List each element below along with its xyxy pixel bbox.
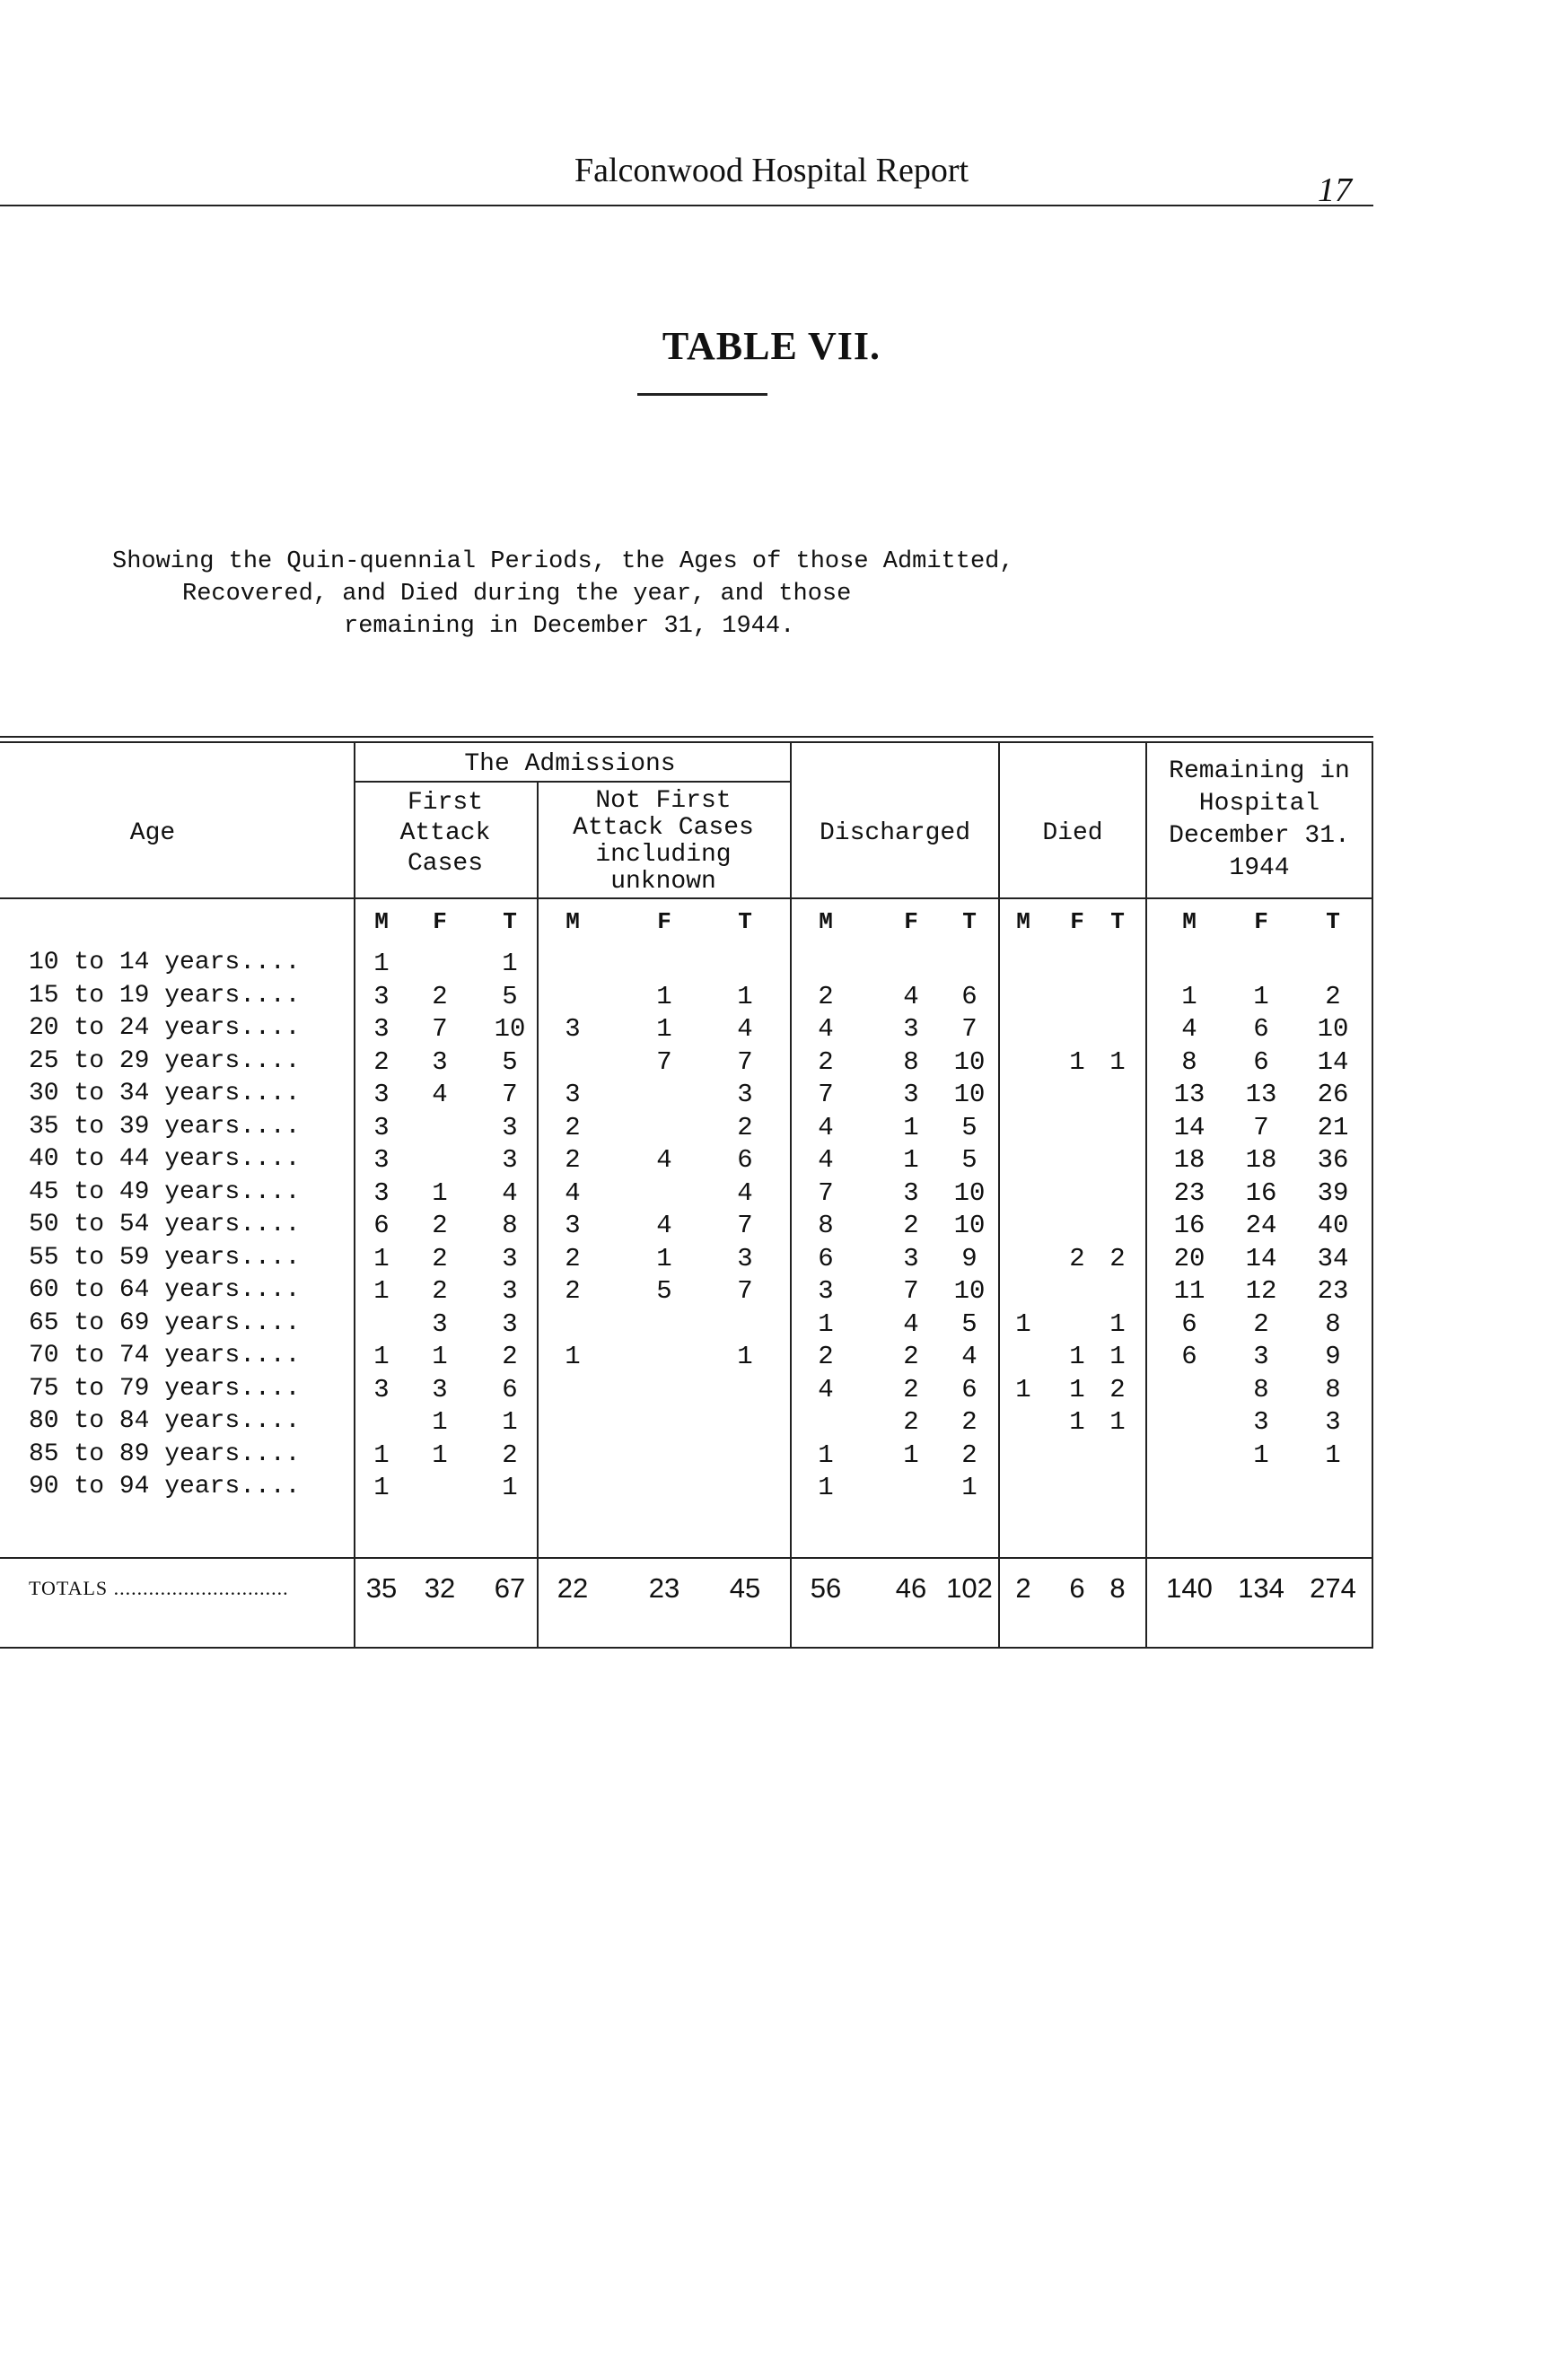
table-cell: 10 (953, 1276, 986, 1306)
table-cell: 1 (502, 1407, 518, 1437)
table-cell: 3 (373, 1014, 390, 1044)
subheader-4: F (657, 908, 671, 935)
table-cell: 2 (373, 1046, 390, 1077)
table-cell: 1 (1109, 1407, 1126, 1437)
table-top-rule (0, 736, 1373, 738)
table-cell: 1 (1015, 1308, 1031, 1339)
table-top-rule-2 (0, 741, 1373, 743)
table-cell: 1 (373, 1439, 390, 1470)
table-cell: 2 (565, 1243, 581, 1273)
table-cell: 24 (1245, 1211, 1277, 1240)
table-cell: 3 (373, 981, 390, 1011)
died-header: Died (1042, 819, 1103, 847)
subheader-2: T (503, 908, 517, 935)
table-cell: 10 (953, 1080, 986, 1109)
table-cell: 2 (1253, 1308, 1269, 1339)
total-cell: 45 (729, 1572, 761, 1604)
table-cell: 2 (961, 1439, 978, 1470)
table-cell: 2 (432, 1243, 448, 1273)
table-cell: 1 (961, 1473, 978, 1502)
table-cell: 7 (903, 1276, 919, 1306)
age-label: 90 to 94 years.... (29, 1473, 301, 1501)
age-label: 20 to 24 years.... (29, 1014, 301, 1042)
total-cell: 46 (895, 1572, 927, 1604)
table-cell: 1 (737, 1342, 753, 1371)
table-cell: 8 (1253, 1374, 1269, 1404)
table-cell: 8 (1325, 1308, 1341, 1339)
table-cell: 3 (903, 1080, 919, 1109)
table-cell: 23 (1173, 1177, 1205, 1208)
age-label: 60 to 64 years.... (29, 1276, 301, 1304)
table-cell: 1 (1109, 1046, 1126, 1077)
table-cell: 6 (1253, 1046, 1269, 1077)
table-cell: 1 (502, 949, 518, 978)
table-cell: 23 (1317, 1276, 1349, 1306)
age-label: 15 to 19 years.... (29, 981, 301, 1010)
table-cell: 10 (1317, 1014, 1349, 1044)
table-cell: 1 (373, 1473, 390, 1502)
total-cell: 56 (810, 1572, 842, 1604)
age-label: 25 to 29 years.... (29, 1046, 301, 1075)
table-cell: 2 (565, 1112, 581, 1142)
table-cell: 4 (502, 1177, 518, 1208)
totals-bottom-rule (0, 1647, 1373, 1649)
table-cell: 3 (432, 1308, 448, 1339)
table-cell: 2 (961, 1407, 978, 1437)
table-cell: 2 (432, 1276, 448, 1306)
table-cell: 14 (1317, 1046, 1349, 1077)
admissions-header: The Admissions (464, 750, 676, 778)
table-cell: 1 (1181, 981, 1197, 1011)
age-label: 50 to 54 years.... (29, 1211, 301, 1238)
table-cell: 1 (656, 981, 672, 1011)
table-cell: 1 (373, 1342, 390, 1371)
age-label: 30 to 34 years.... (29, 1080, 301, 1107)
table-cell: 7 (818, 1080, 834, 1109)
table-cell: 6 (1181, 1342, 1197, 1371)
table-cell: 34 (1317, 1243, 1349, 1273)
age-label: 65 to 69 years.... (29, 1308, 301, 1337)
table-cell: 9 (961, 1243, 978, 1273)
table-cell: 6 (818, 1243, 834, 1273)
table-cell: 6 (737, 1145, 753, 1175)
table-cell: 2 (818, 1342, 834, 1371)
table-cell: 8 (1325, 1374, 1341, 1404)
table-cell: 6 (502, 1374, 518, 1404)
subheader-13: F (1254, 908, 1268, 935)
table-cell: 40 (1317, 1211, 1349, 1240)
page-header-title: Falconwood Hospital Report (574, 152, 969, 189)
table-cell: 4 (737, 1177, 753, 1208)
table-cell: 2 (432, 981, 448, 1011)
table-cell: 21 (1317, 1112, 1349, 1142)
table-cell: 4 (656, 1211, 672, 1240)
subheader-14: T (1326, 908, 1340, 935)
table-cell: 1 (373, 949, 390, 978)
first-attack-header: First Attack Cases (399, 789, 491, 878)
table-cell: 4 (818, 1145, 834, 1175)
discharged-header: Discharged (819, 819, 971, 847)
table-cell: 5 (502, 981, 518, 1011)
total-cell: 134 (1238, 1572, 1284, 1604)
table-cell: 5 (656, 1276, 672, 1306)
totals-label: TOTALS .............................. (29, 1577, 289, 1599)
table-cell: 2 (903, 1407, 919, 1437)
total-cell: 22 (557, 1572, 589, 1604)
table-cell: 3 (373, 1177, 390, 1208)
table-cell: 8 (818, 1211, 834, 1240)
table-title: TABLE VII. (662, 324, 881, 368)
table-cell: 1 (656, 1014, 672, 1044)
table-cell: 3 (737, 1243, 753, 1273)
table-cell: 1 (1069, 1374, 1085, 1404)
table-cell: 12 (1245, 1276, 1277, 1306)
table-cell: 1 (818, 1473, 834, 1502)
table-cell: 7 (818, 1177, 834, 1208)
total-cell: 274 (1310, 1572, 1356, 1604)
table-cell: 5 (961, 1145, 978, 1175)
table-cell: 2 (818, 981, 834, 1011)
table-cell: 1 (1109, 1308, 1126, 1339)
table-cell: 3 (903, 1243, 919, 1273)
table-cell: 1 (373, 1243, 390, 1273)
table-cell: 8 (903, 1046, 919, 1077)
table-cell: 1 (1253, 1439, 1269, 1470)
table-cell: 1 (432, 1439, 448, 1470)
table-cell: 18 (1245, 1145, 1277, 1175)
table-cell: 4 (903, 981, 919, 1011)
total-cell: 35 (365, 1572, 398, 1604)
table-cell: 3 (373, 1145, 390, 1175)
table-cell: 3 (903, 1014, 919, 1044)
table-cell: 1 (432, 1177, 448, 1208)
table-cell: 6 (961, 981, 978, 1011)
table-cell: 13 (1173, 1080, 1205, 1109)
table-cell: 1 (903, 1439, 919, 1470)
total-cell: 67 (494, 1572, 526, 1604)
table-cell: 2 (432, 1211, 448, 1240)
table-cell: 5 (502, 1046, 518, 1077)
table-cell: 6 (961, 1374, 978, 1404)
admissions-divider (354, 781, 790, 783)
age-label: 80 to 84 years.... (29, 1407, 301, 1435)
table-cell: 1 (903, 1145, 919, 1175)
table-cell: 10 (494, 1014, 526, 1044)
age-label: 45 to 49 years.... (29, 1177, 301, 1206)
table-cell: 2 (565, 1276, 581, 1306)
age-label: 85 to 89 years.... (29, 1439, 301, 1468)
table-cell: 3 (818, 1276, 834, 1306)
age-label: 75 to 79 years.... (29, 1374, 301, 1403)
table-cell: 1 (565, 1342, 581, 1371)
age-label: 55 to 59 years.... (29, 1243, 301, 1272)
age-header: Age (129, 819, 176, 847)
table-cell: 7 (432, 1014, 448, 1044)
table-cell: 3 (502, 1308, 518, 1339)
table-cell: 1 (1069, 1046, 1085, 1077)
age-column-divider (354, 741, 355, 1647)
not-first-attack-header: Not First Attack Cases including unknown (573, 787, 754, 896)
table-cell: 16 (1245, 1177, 1277, 1208)
subheader-7: F (904, 908, 918, 935)
table-cell: 3 (373, 1374, 390, 1404)
table-cell: 2 (1325, 981, 1341, 1011)
table-cell: 2 (565, 1145, 581, 1175)
total-cell: 8 (1109, 1572, 1126, 1604)
subheader-12: M (1182, 908, 1197, 935)
table-cell: 1 (818, 1308, 834, 1339)
table-cell: 4 (818, 1014, 834, 1044)
table-cell: 3 (502, 1243, 518, 1273)
total-cell: 2 (1015, 1572, 1031, 1604)
table-cell: 6 (373, 1211, 390, 1240)
table-cell: 2 (502, 1342, 518, 1371)
total-cell: 6 (1069, 1572, 1085, 1604)
table-cell: 10 (953, 1046, 986, 1077)
header-bottom-rule (0, 897, 1373, 899)
subheader-3: M (565, 908, 580, 935)
table-cell: 2 (818, 1046, 834, 1077)
table-cell: 26 (1317, 1080, 1349, 1109)
caption-line-3: remaining in December 31, 1944. (344, 613, 795, 640)
table-cell: 2 (1069, 1243, 1085, 1273)
table-cell: 1 (1325, 1439, 1341, 1470)
table-cell: 20 (1173, 1243, 1205, 1273)
table-cell: 36 (1317, 1145, 1349, 1175)
table-cell: 1 (737, 981, 753, 1011)
table-cell: 4 (903, 1308, 919, 1339)
table-cell: 6 (1181, 1308, 1197, 1339)
remaining-right-border (1372, 741, 1373, 1647)
subheader-8: T (962, 908, 977, 935)
table-cell: 7 (502, 1080, 518, 1109)
table-cell: 2 (903, 1374, 919, 1404)
table-cell: 1 (1015, 1374, 1031, 1404)
table-cell: 4 (818, 1374, 834, 1404)
totals-top-rule (0, 1557, 1373, 1559)
total-cell: 102 (946, 1572, 993, 1604)
table-cell: 4 (961, 1342, 978, 1371)
subheader-0: M (374, 908, 389, 935)
table-cell: 2 (502, 1439, 518, 1470)
table-cell: 7 (656, 1046, 672, 1077)
table-cell: 1 (373, 1276, 390, 1306)
table-cell: 3 (373, 1112, 390, 1142)
subheader-5: T (738, 908, 752, 935)
table-cell: 39 (1317, 1177, 1349, 1208)
table-cell: 8 (1181, 1046, 1197, 1077)
subheader-10: F (1070, 908, 1084, 935)
table-cell: 4 (656, 1145, 672, 1175)
table-cell: 1 (656, 1243, 672, 1273)
table-cell: 3 (565, 1211, 581, 1240)
table-cell: 8 (502, 1211, 518, 1240)
table-cell: 14 (1245, 1243, 1277, 1273)
age-label: 10 to 14 years.... (29, 949, 301, 976)
age-label: 70 to 74 years.... (29, 1342, 301, 1369)
first-attack-divider (537, 781, 539, 1647)
table-cell: 3 (565, 1014, 581, 1044)
table-cell: 1 (432, 1342, 448, 1371)
table-cell: 11 (1173, 1276, 1205, 1306)
table-cell: 5 (961, 1112, 978, 1142)
table-cell: 2 (737, 1112, 753, 1142)
subheader-9: M (1016, 908, 1030, 935)
table-cell: 7 (961, 1014, 978, 1044)
table-cell: 3 (502, 1145, 518, 1175)
table-cell: 3 (432, 1046, 448, 1077)
table-cell: 1 (1253, 981, 1269, 1011)
table-cell: 1 (432, 1407, 448, 1437)
table-cell: 7 (737, 1046, 753, 1077)
table-cell: 1 (818, 1439, 834, 1470)
total-cell: 32 (424, 1572, 456, 1604)
table-cell: 13 (1245, 1080, 1277, 1109)
subheader-6: M (819, 908, 833, 935)
page-number: 17 (1318, 171, 1352, 209)
subheader-11: T (1110, 908, 1125, 935)
remaining-header: Remaining in Hospital December 31. 1944 (1169, 757, 1350, 882)
caption-line-2: Recovered, and Died during the year, and those (182, 581, 852, 608)
table-cell: 3 (502, 1276, 518, 1306)
table-cell: 3 (903, 1177, 919, 1208)
table-cell: 18 (1173, 1145, 1205, 1175)
table-cell: 2 (1109, 1374, 1126, 1404)
table-cell: 4 (818, 1112, 834, 1142)
table-cell: 3 (1325, 1407, 1341, 1437)
table-cell: 2 (1109, 1243, 1126, 1273)
table-cell: 3 (432, 1374, 448, 1404)
table-cell: 7 (737, 1211, 753, 1240)
table-cell: 6 (1253, 1014, 1269, 1044)
table-cell: 1 (1069, 1342, 1085, 1371)
table-cell: 7 (737, 1276, 753, 1306)
age-label: 35 to 39 years.... (29, 1112, 301, 1141)
subheader-1: F (433, 908, 447, 935)
age-label: 40 to 44 years.... (29, 1145, 301, 1173)
table-cell: 4 (1181, 1014, 1197, 1044)
table-cell: 14 (1173, 1112, 1205, 1142)
caption-line-1: Showing the Quin-quennial Periods, the Ages of those Admitted, (112, 548, 1014, 575)
table-cell: 4 (432, 1080, 448, 1109)
table-cell: 3 (1253, 1342, 1269, 1371)
table-cell: 9 (1325, 1342, 1341, 1371)
table-cell: 16 (1173, 1211, 1205, 1240)
table-cell: 1 (1069, 1407, 1085, 1437)
total-cell: 23 (648, 1572, 680, 1604)
table-cell: 4 (565, 1177, 581, 1208)
table-cell: 5 (961, 1308, 978, 1339)
table-cell: 1 (903, 1112, 919, 1142)
table-cell: 2 (903, 1342, 919, 1371)
discharged-divider (998, 741, 1000, 1647)
table-cell: 2 (903, 1211, 919, 1240)
table-cell: 3 (565, 1080, 581, 1109)
table-cell: 3 (737, 1080, 753, 1109)
table-cell: 10 (953, 1177, 986, 1208)
table-cell: 1 (1109, 1342, 1126, 1371)
table-cell: 3 (373, 1080, 390, 1109)
table-cell: 10 (953, 1211, 986, 1240)
total-cell: 140 (1166, 1572, 1213, 1604)
admissions-divider-right (790, 741, 792, 1647)
table-cell: 1 (502, 1473, 518, 1502)
table-cell: 4 (737, 1014, 753, 1044)
table-cell: 3 (1253, 1407, 1269, 1437)
table-cell: 7 (1253, 1112, 1269, 1142)
table-cell: 3 (502, 1112, 518, 1142)
